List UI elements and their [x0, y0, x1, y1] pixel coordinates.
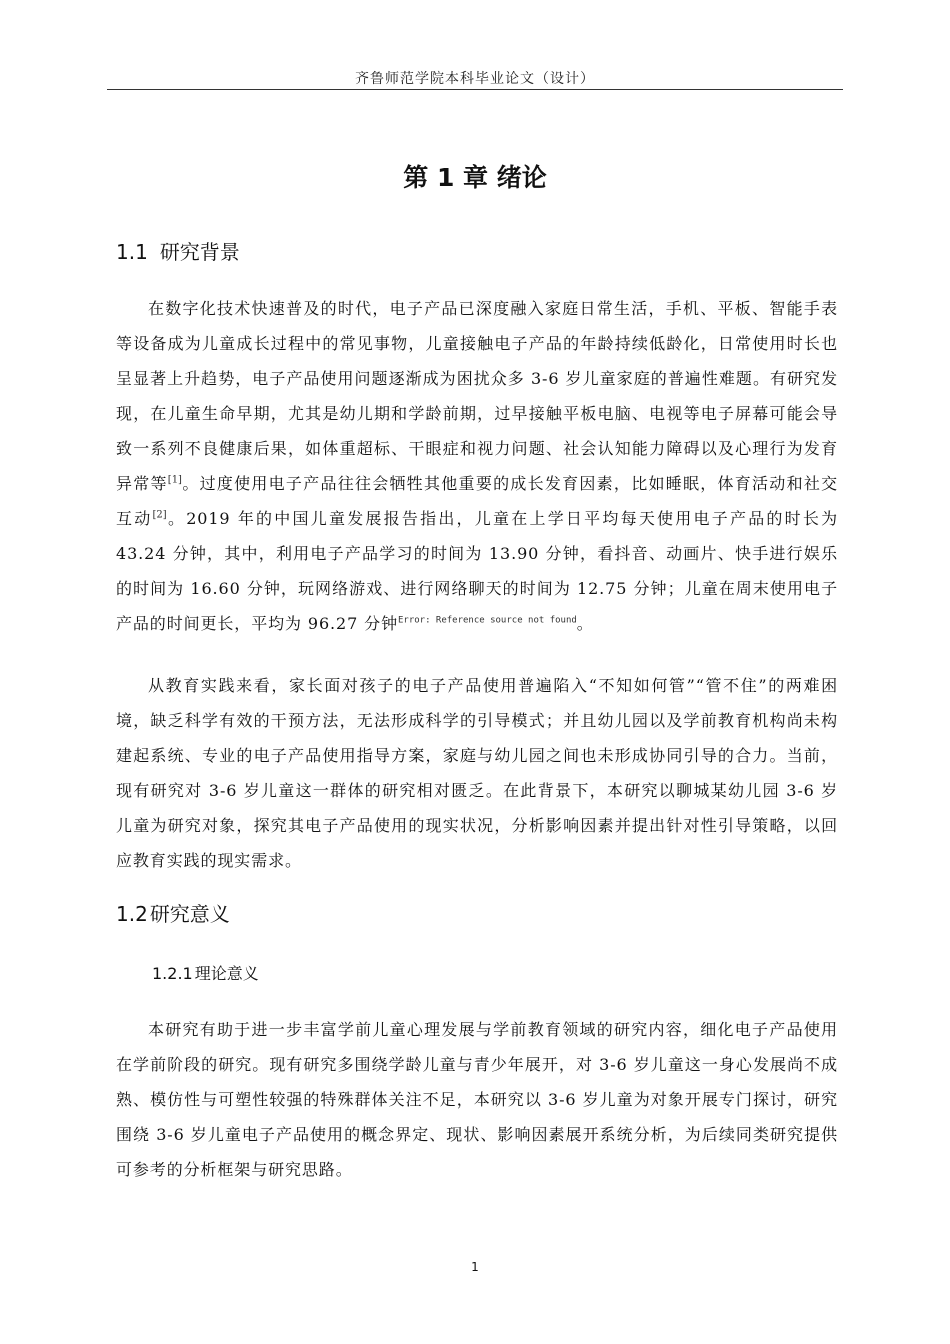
paragraph-text: 。2019 年的中国儿童发展报告指出，儿童在上学日平均每天使用电子产品的时长为 43.24 分钟，其中，利用电子产品学习的时间为 13.90 分钟，看抖音、动画片、快手进行娱乐的时间为 16.60 分钟，玩网络游戏、进行网络聊天的时间为 12.75 分钟；儿童在周末使用电子产品的时间更长，平均为 96.27 分钟 [116, 509, 839, 633]
paragraph-background-2: 从教育实践来看，家长面对孩子的电子产品使用普遍陷入“不知如何管”“管不住”的两难困境，缺乏科学有效的干预方法，无法形成科学的引导模式；并且幼儿园以及学前教育机构尚未构建起系统、专业的电子产品使用指导方案，家庭与幼儿园之间也未形成协同引导的合力。当前，现有研究对 3-6 岁儿童这一群体的研究相对匮乏。在此背景下，本研究以聊城某幼儿园 3-6 岁儿童为研究对象，探究其电子产品使用的现实状况，分析影响因素并提出针对性引导策略，以回应教育实践的现实需求。 [116, 676, 838, 870]
section-title: 研究背景 [159, 240, 240, 264]
chapter-title: 第 1 章 绪论 [403, 163, 547, 192]
section-number: 1.2 [116, 902, 148, 926]
paragraph-text: 。 [576, 614, 594, 633]
subsection-title: 理论意义 [194, 964, 259, 983]
page-number: 1 [471, 1260, 479, 1274]
running-header: 齐鲁师范学院本科毕业论文（设计） [355, 71, 595, 87]
section-heading-1-1 [116, 236, 240, 265]
header-rule [107, 89, 843, 90]
section-number: 1.1 [116, 240, 148, 264]
section-heading-1-2 [116, 898, 230, 927]
paragraph-text: 。过度使用电子产品往往会牺牲其他重要的成长发育因素，比如睡眠，体育活动和社交互动 [116, 474, 838, 528]
paragraph-background-1 [116, 291, 838, 641]
citation-ref: [2] [152, 509, 167, 521]
paragraph-theoretical-significance: 本研究有助于进一步丰富学前儿童心理发展与学前教育领域的研究内容，细化电子产品使用在学前阶段的研究。现有研究多围绕学龄儿童与青少年展开，对 3-6 岁儿童这一身心发展尚不成熟、模仿性与可塑性较强的特殊群体关注不足，本研究以 3-6 岁儿童为对象开展专门探讨，研究围绕 3-6 岁儿童电子产品使用的概念界定、现状、影响因素展开系统分析，为后续同类研究提供可参考的分析框架与研究思路。 [116, 1020, 838, 1179]
paragraph-text: 在数字化技术快速普及的时代，电子产品已深度融入家庭日常生活，手机、平板、智能手表等设备成为儿童成长过程中的常见事物，儿童接触电子产品的年龄持续低龄化，日常使用时长也呈显著上升趋势，电子产品使用问题逐渐成为困扰众多 3-6 岁儿童家庭的普遍性难题。有研究发现，在儿童生命早期，尤其是幼儿期和学龄前期，过早接触平板电脑、电视等电子屏幕可能会导致一系列不良健康后果，如体重超标、干眼症和视力问题、社会认知能力障碍以及心理行为发育异常等 [116, 299, 838, 493]
subsection-number: 1.2.1 [152, 964, 193, 983]
citation-ref: [1] [167, 474, 182, 486]
section-title: 研究意义 [149, 902, 230, 926]
citation-error: Error: Reference source not found [397, 615, 577, 626]
subsection-heading-1-2-1 [152, 961, 259, 984]
